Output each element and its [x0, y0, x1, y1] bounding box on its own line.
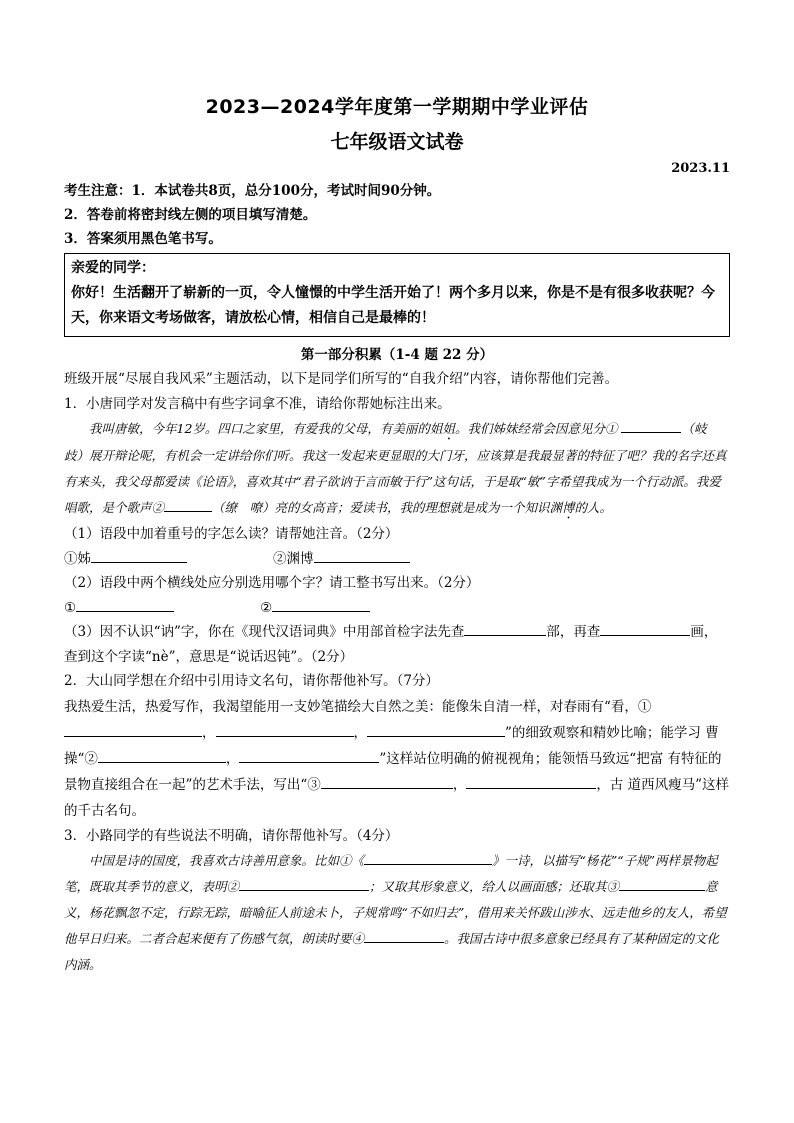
- q2-text: ，古: [596, 776, 624, 793]
- sub3-text: 画，查到这个字读“nè”，意思是“说话迟钝”。（2分）: [64, 624, 718, 665]
- greeting-body: 你好！生活翻开了崭新的一页，令人憧憬的中学生活开始了！两个多月以来，你是不是有很多收获呢？今天，你来语文考场做客，请放松心情，相信自己是最棒的！: [71, 285, 715, 326]
- section-title: 第一部分积累（1-4 题 22 分）: [300, 347, 494, 363]
- notice-line-3: 3．答案须用黑色笔书写。: [64, 231, 222, 247]
- answer-blank[interactable]: [464, 621, 546, 636]
- q1-sub2-answers: [64, 596, 730, 621]
- notice-line-2: 2．答卷前将密封线左侧的项目填写清楚。: [64, 207, 317, 223]
- exam-title: 2023—2024学年度第一学期期中学业评估: [205, 96, 589, 118]
- passage-text: 。我们姊妹经常会因意见分①: [454, 421, 618, 436]
- q3-stem: 3．小路同学的有些说法不明确，请你帮他补写。（4分）: [64, 827, 399, 844]
- answer-blank[interactable]: [619, 876, 705, 891]
- q2-text: 道西风瘦马”这样的千古名句。: [64, 776, 730, 819]
- answer-blank[interactable]: [621, 418, 681, 433]
- q3-text: 意义，杨花飘忽不定，行踪无踪，暗喻征人前途未卜，子规常鸣“不如归去”，借用来关怀跋山涉水、远走他乡的友人，希望他早日归来。二者合起来便有了伤感气氛，朗读时要④: [64, 879, 727, 946]
- emphasized-char: 博: [562, 500, 575, 515]
- exam-date: 2023.11: [671, 161, 730, 176]
- passage-text: 的人。: [574, 500, 613, 515]
- q2-body: [64, 694, 730, 824]
- q2-text: ”的细致观察和精妙比喻；能学习: [505, 724, 701, 741]
- sub3-text: （3）因不认识“讷”字，你在《现代汉语词典》中用部首检字法先查: [64, 624, 465, 640]
- answer-blank[interactable]: [164, 497, 212, 512]
- q1-sub2: （2）语段中两个横线处应分别选用哪个字？请工整书写出来。（2分）: [64, 575, 480, 591]
- q2-text: 有特征的景物直接组合在一起”的艺术手法，写出“③: [64, 750, 722, 793]
- answer-blank[interactable]: [98, 748, 226, 763]
- answer-blank[interactable]: [314, 548, 410, 563]
- answer-blank[interactable]: [239, 876, 369, 891]
- exam-subtitle: 七年级语文试卷: [330, 131, 464, 153]
- comma: ，: [452, 776, 467, 793]
- answer-blank[interactable]: [64, 722, 202, 737]
- passage-text: 我叫唐敏，今年12岁。四口之家里，有爱我的父母，有美丽的姐: [89, 421, 443, 436]
- sub3-text: 部，再查: [546, 624, 601, 640]
- q3-passage: [64, 848, 730, 978]
- answer-blank[interactable]: [239, 748, 379, 763]
- comma: ，: [202, 724, 216, 741]
- answer-blank[interactable]: [76, 597, 174, 612]
- q3-text: 中国是诗的国度，我喜欢古诗善用意象。比如①《: [89, 853, 365, 868]
- answer-blank[interactable]: [216, 722, 354, 737]
- answer-blank[interactable]: [364, 850, 492, 865]
- answer-blank[interactable]: [364, 928, 444, 943]
- sub1-label-b: ②渊博: [273, 550, 314, 567]
- q1-sub1-answers: [64, 547, 730, 572]
- q3-text: ；又取其形象意义，给人以画面感；还取其③: [369, 879, 620, 894]
- q2-text: ”这样站位明确的俯视视角；能领悟马致远“把富: [379, 750, 664, 767]
- sub2-label-b: ②: [260, 599, 273, 616]
- section-intro: 班级开展“尽展自我风采”主题活动，以下是同学们所写的“自我介绍”内容，请你帮他们完善。: [64, 371, 619, 387]
- answer-blank[interactable]: [272, 597, 370, 612]
- q2-text: 曹操“②: [64, 724, 719, 767]
- q3-text: 。我国古诗中很多意象已经具有了某种固定的文化内涵。: [64, 931, 720, 972]
- candidate-notice: [64, 179, 730, 251]
- greeting-salutation: 亲爱的同学：: [71, 260, 155, 276]
- emphasized-char: 姐: [442, 421, 455, 436]
- sub1-label-a: ①姊: [64, 550, 91, 567]
- q2-text: 我热爱生活，热爱写作，我渴望能用一支妙笔描绘大自然之美：能像朱自清一样，对春雨有“看，①: [64, 698, 652, 715]
- exam-page: [64, 92, 730, 978]
- q1-sub1: （1）语段中加着重号的字怎么读？请帮她注音。（2分）: [64, 526, 399, 542]
- sub2-label-a: ①: [64, 599, 77, 616]
- comma: ，: [353, 724, 367, 741]
- answer-blank[interactable]: [321, 774, 453, 789]
- passage-text: （缭 嘹）亮的女高音；爱读书，我的理想就是成为一个知识渊: [212, 500, 563, 515]
- q1-stem: 1．小唐同学对发言稿中有些字词拿不准，请给你帮她标注出来。: [64, 395, 451, 412]
- greeting-box: [64, 253, 730, 337]
- passage-text: （岐 歧）展开辩论呢，有机会一定讲给你们听。我这一发起来更显眼的大门牙，应该算是我最显著的特征了吧？我的名字还真有来头，我父母都爱读《论语》，喜欢其中“君子欲讷于言而敏于行”这句话，于是取“敏”字希望我成为一个行动派。我爱唱歌，是个歌声②: [64, 421, 727, 515]
- q2-stem: 2．大山同学想在介绍中引用诗文名句，请你帮他补写。（7分）: [64, 673, 439, 689]
- notice-line-1: 考生注意：1．本试卷共8页，总分100分，考试时间90分钟。: [64, 183, 441, 199]
- comma: ，: [225, 750, 240, 767]
- q3-text: 》一诗，以描写“杨花”“子规”两样景物起笔，既取其季节的意义，表明②: [64, 853, 718, 894]
- answer-blank[interactable]: [600, 621, 690, 636]
- q1-passage: [64, 416, 730, 522]
- answer-blank[interactable]: [367, 722, 505, 737]
- answer-blank[interactable]: [91, 548, 187, 563]
- answer-blank[interactable]: [466, 774, 596, 789]
- q1-sub3: [64, 620, 730, 669]
